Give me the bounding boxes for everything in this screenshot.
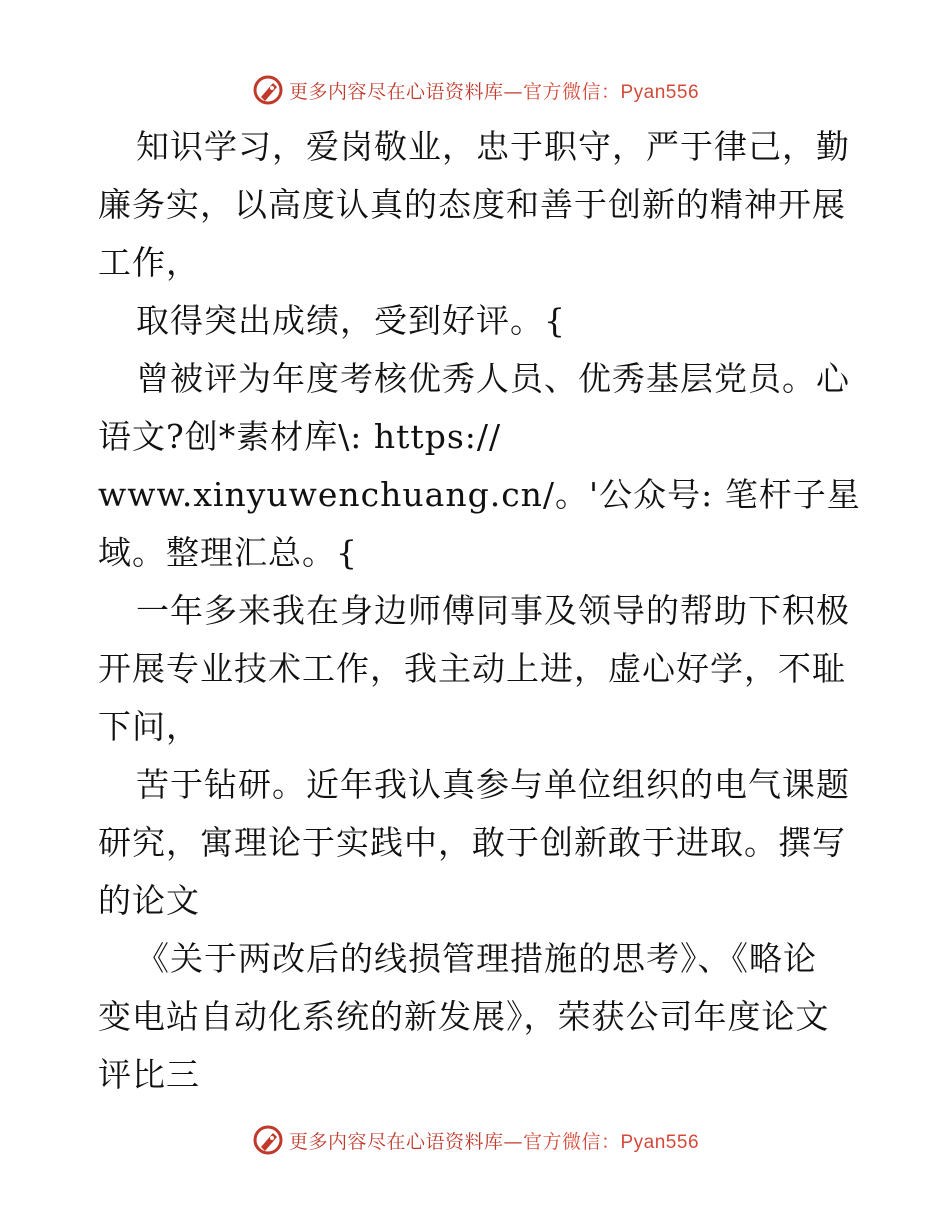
text-line: 下问，	[98, 707, 200, 746]
footer-text	[289, 1127, 699, 1154]
header-banner	[0, 70, 950, 110]
pen-nib-logo-icon	[251, 1123, 285, 1157]
text-line: 变电站自动化系统的新发展》，荣获公司年度论文	[98, 997, 830, 1036]
footer-wechat: 官方微信：Pyan556	[523, 1131, 700, 1153]
text-line: 研究，寓理论于实践中，敢于创新敢于进取。撰写	[98, 823, 846, 862]
text-line: 语文?创*素材库\: https://	[98, 417, 502, 456]
text-line: 曾被评为年度考核优秀人员、优秀基层党员。心	[136, 359, 850, 398]
header-wechat: 官方微信：Pyan556	[523, 81, 700, 103]
header-text	[289, 77, 699, 104]
text-line: 的论文	[98, 881, 200, 920]
text-line: 《关于两改后的线损管理措施的思考》、《略论	[136, 939, 817, 978]
header-title: 更多内容尽在心语资料库	[288, 80, 504, 103]
text-line: 评比三	[98, 1055, 200, 1094]
text-line: 域。整理汇总。{	[98, 533, 358, 572]
footer-title: 更多内容尽在心语资料库	[288, 1130, 504, 1153]
footer-separator: —	[503, 1130, 523, 1153]
footer-banner	[0, 1120, 950, 1160]
text-line: 工作，	[98, 243, 200, 282]
text-line: 取得突出成绩，受到好评。{	[136, 301, 566, 340]
document-body	[98, 118, 861, 1104]
pen-nib-logo-icon	[251, 73, 285, 107]
text-line: 一年多来我在身边师傅同事及领导的帮助下积极	[136, 591, 850, 630]
header-separator: —	[503, 80, 523, 103]
text-line: 知识学习，爱岗敬业，忠于职守，严于律己，勤	[136, 127, 850, 166]
text-line: 廉务实，以高度认真的态度和善于创新的精神开展	[98, 185, 846, 224]
text-line: 开展专业技术工作，我主动上进，虚心好学，不耻	[98, 649, 846, 688]
text-line: 苦于钻研。近年我认真参与单位组织的电气课题	[136, 765, 850, 804]
text-line: www.xinyuwenchuang.cn/。'公众号: 笔杆子星	[98, 475, 861, 514]
